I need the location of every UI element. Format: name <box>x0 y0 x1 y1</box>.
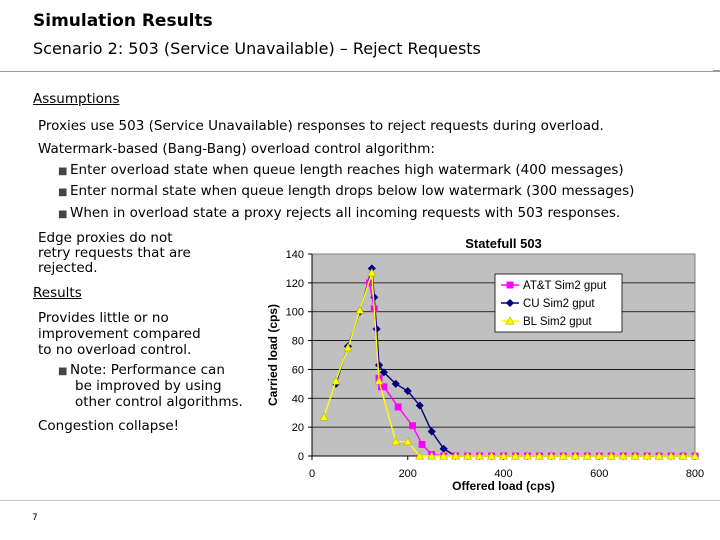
edge-line-2: retry requests that are <box>38 245 191 261</box>
data-point <box>419 441 425 447</box>
congestion-collapse: Congestion collapse! <box>38 418 180 434</box>
data-point <box>395 404 401 410</box>
results-line-3: to no overload control. <box>38 342 192 358</box>
x-tick-label: 0 <box>308 468 316 480</box>
title-block <box>33 10 481 61</box>
footer-divider <box>0 500 720 501</box>
bullet-icon: ■ <box>58 209 68 220</box>
assumption-1: Proxies use 503 (Service Unavailable) responses to reject requests during overload. <box>38 118 604 134</box>
x-tick-label: 800 <box>685 468 705 480</box>
page-number: 7 <box>32 513 38 523</box>
x-tick-label: 600 <box>590 468 609 480</box>
y-tick-label: 120 <box>285 277 304 290</box>
sub-bullet-1 <box>58 163 624 179</box>
y-tick-label: 140 <box>285 249 304 261</box>
chart-title: Statefull 503 <box>465 236 542 251</box>
x-tick-label: 400 <box>494 468 513 480</box>
sub-bullet-3-text: When in overload state a proxy rejects all incoming requests with 503 responses. <box>70 205 621 221</box>
results-line-1: Provides little or no <box>38 310 169 326</box>
sub-bullet-2 <box>58 184 634 200</box>
sub-bullet-1-text: Enter overload state when queue length reaches high watermark (400 messages) <box>70 162 624 178</box>
note-line-3: other control algorithms. <box>75 394 243 410</box>
edge-line-3: rejected. <box>38 260 98 276</box>
y-tick-label: 100 <box>285 306 304 319</box>
y-tick-label: 60 <box>291 364 304 377</box>
edge-line-1: Edge proxies do not <box>38 230 173 246</box>
legend <box>495 274 622 332</box>
x-axis-label: Offered load (cps) <box>452 479 555 493</box>
y-tick-label: 20 <box>291 422 304 435</box>
legend-label: BL Sim2 gput <box>523 316 592 328</box>
note-line-1: Note: Performance can <box>70 362 225 378</box>
chart <box>262 234 714 496</box>
legend-label: CU Sim2 gput <box>523 298 595 310</box>
note-line-2: be improved by using <box>75 378 222 394</box>
right-edge-mark <box>713 70 720 71</box>
note-bullet <box>58 363 225 379</box>
data-point <box>409 423 415 429</box>
results-line-2: improvement compared <box>38 326 201 342</box>
assumption-2: Watermark-based (Bang-Bang) overload control algorithm: <box>38 141 435 157</box>
bullet-icon: ■ <box>58 187 68 198</box>
y-tick-label: 80 <box>291 335 304 348</box>
slide-subtitle: Scenario 2: 503 (Service Unavailable) – Reject Requests <box>33 39 481 58</box>
slide-title: Simulation Results <box>33 11 213 31</box>
assumptions-heading: Assumptions <box>33 91 120 107</box>
legend-marker <box>507 282 513 288</box>
title-divider <box>0 71 720 72</box>
bullet-icon: ■ <box>58 366 68 377</box>
x-tick-label: 200 <box>398 468 417 480</box>
sub-bullet-3 <box>58 206 620 222</box>
legend-label: AT&T Sim2 gput <box>523 280 607 292</box>
y-axis-label: Carried load (cps) <box>266 303 280 407</box>
sub-bullet-2-text: Enter normal state when queue length drops below low watermark (300 messages) <box>70 183 635 199</box>
y-tick-label: 0 <box>297 451 304 463</box>
bullet-icon: ■ <box>58 166 68 177</box>
y-tick-label: 40 <box>291 393 304 406</box>
results-heading: Results <box>33 285 82 301</box>
